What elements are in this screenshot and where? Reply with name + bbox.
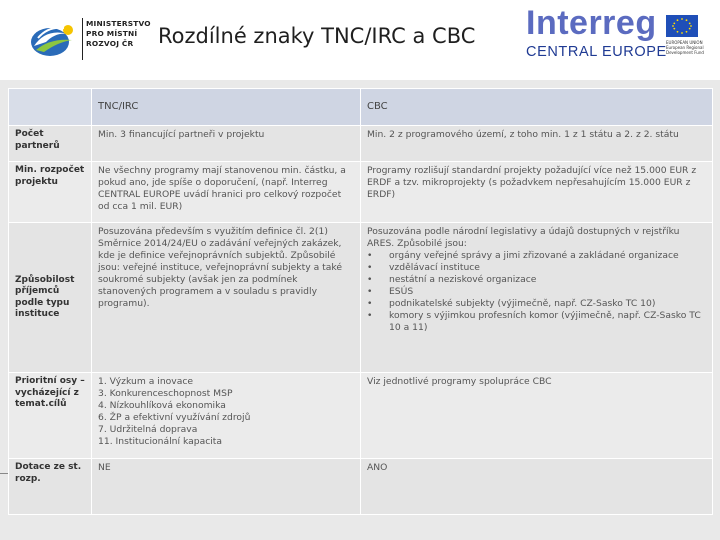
- ministry-divider: [82, 18, 83, 60]
- ministry-logo: [28, 14, 158, 62]
- ministry-emblem-icon: [28, 20, 80, 60]
- eu-flag-icon: [666, 15, 698, 37]
- list-item: 4. Nízkouhlíková ekonomika: [98, 400, 226, 411]
- row-label: Prioritní osy – vycházející z temat.cílů: [9, 373, 92, 459]
- interreg-logo: [520, 4, 710, 68]
- list-item-text: nestátní a neziskové organizace: [389, 274, 537, 285]
- table-row: [9, 223, 713, 373]
- list-item: [367, 310, 706, 334]
- ministry-line: PRO MÍSTNÍ: [86, 29, 138, 38]
- ministry-line: ROZVOJ ČR: [86, 39, 134, 48]
- bullet-icon: •: [367, 274, 373, 285]
- row-label: Počet partnerů: [9, 126, 92, 162]
- column-header-cbc: CBC: [361, 89, 713, 126]
- header: [0, 0, 720, 80]
- eu-caption-line: European Regional: [666, 45, 704, 50]
- row-label: Min. rozpočet projektu: [9, 162, 92, 223]
- list-item: 7. Udržitelná doprava: [98, 424, 198, 435]
- interreg-wordmark: Interreg: [526, 4, 657, 42]
- tnc-cell: Min. 3 financující partneři v projektu: [92, 126, 361, 162]
- list-item: [367, 250, 706, 262]
- eu-caption-line: EUROPEAN UNION: [666, 40, 703, 45]
- list-item: 11. Institucionální kapacita: [98, 436, 223, 447]
- table-corner-cell: [9, 89, 92, 126]
- tnc-cell: NE: [92, 459, 361, 515]
- comparison-table: [8, 88, 713, 515]
- bullet-icon: •: [367, 250, 373, 261]
- cbc-cell: ANO: [361, 459, 713, 515]
- list-item: 1. Výzkum a inovace: [98, 376, 194, 387]
- page-title: Rozdílné znaky TNC/IRC a CBC: [158, 24, 476, 48]
- row-label: Dotace ze st. rozp.: [9, 459, 92, 515]
- priority-axes-list: [98, 376, 354, 448]
- table-row: [9, 126, 713, 162]
- cbc-cell: Programy rozlišují standardní projekty požadující více než 15.000 EUR z ERDF a tzv. mikroprojekty (s požadvkem nepřesahujícím 15.000 EUR z ERDF): [361, 162, 713, 223]
- list-item: 6. ŽP a efektivní využívání zdrojů: [98, 412, 251, 423]
- list-item: [367, 262, 706, 274]
- list-item: 3. Konkurenceschopnost MSP: [98, 388, 233, 399]
- cbc-cell: Min. 2 z programového území, z toho min. 1 z 1 státu a 2. z 2. státu: [361, 126, 713, 162]
- eligible-entities-list: [367, 250, 706, 334]
- eu-caption-line: Development Fund: [666, 50, 704, 55]
- list-item: [367, 298, 706, 310]
- bullet-icon: •: [367, 262, 373, 273]
- bullet-icon: •: [367, 310, 373, 321]
- cbc-eligibility-intro: Posuzována podle národní legislativy a údajů dostupných v rejstříku ARES. Způsobilé jsou:: [367, 226, 680, 249]
- column-header-tnc: TNC/IRC: [92, 89, 361, 126]
- row-label: Způsobilost příjemců podle typu instituce: [9, 223, 92, 373]
- eu-caption: [666, 40, 710, 55]
- bullet-icon: •: [367, 298, 373, 309]
- bullet-icon: •: [367, 286, 373, 297]
- tnc-cell: Ne všechny programy mají stanovenou min. částku, a pokud ano, jde spíše o doporučení, (např. Interreg CENTRAL EUROPE uvádí hranici pro celkový rozpočet od cca 1 mil. EUR): [92, 162, 361, 223]
- list-item-text: ESÚS: [389, 286, 414, 297]
- list-item-text: vzdělávací instituce: [389, 262, 480, 273]
- list-item-text: orgány veřejné správy a jimi zřizované a zakládané organizace: [389, 250, 679, 261]
- cbc-cell: Viz jednotlivé programy spolupráce CBC: [361, 373, 713, 459]
- list-item-text: komory s výjimkou profesních komor (výjimečně, např. CZ-Sasko TC 10 a 11): [389, 310, 701, 333]
- table-row: [9, 459, 713, 515]
- table-row: [9, 373, 713, 459]
- interreg-programme-name: CENTRAL EUROPE: [526, 44, 667, 60]
- list-item-text: podnikatelské subjekty (výjimečně, např. CZ-Sasko TC 10): [389, 298, 656, 309]
- list-item: [367, 274, 706, 286]
- slide-edge-marker: [0, 473, 8, 474]
- tnc-cell: Posuzována především s využitím definice čl. 2(1) Směrnice 2014/24/EU o zadávání veřejných zakázek, kde je definice veřejnoprávních subjektů. Způsobilé jsou: veřejné instituce, veřejnoprávní subjekty a také soukromé subjekty (avšak jen za podmínek stanovených programem a v souladu s pravidly programu).: [92, 223, 361, 373]
- table-header-row: [9, 89, 713, 126]
- tnc-cell: [92, 373, 361, 459]
- ministry-line: MINISTERSTVO: [86, 19, 151, 28]
- list-item: [367, 286, 706, 298]
- cbc-cell: [361, 223, 713, 373]
- table-row: [9, 162, 713, 223]
